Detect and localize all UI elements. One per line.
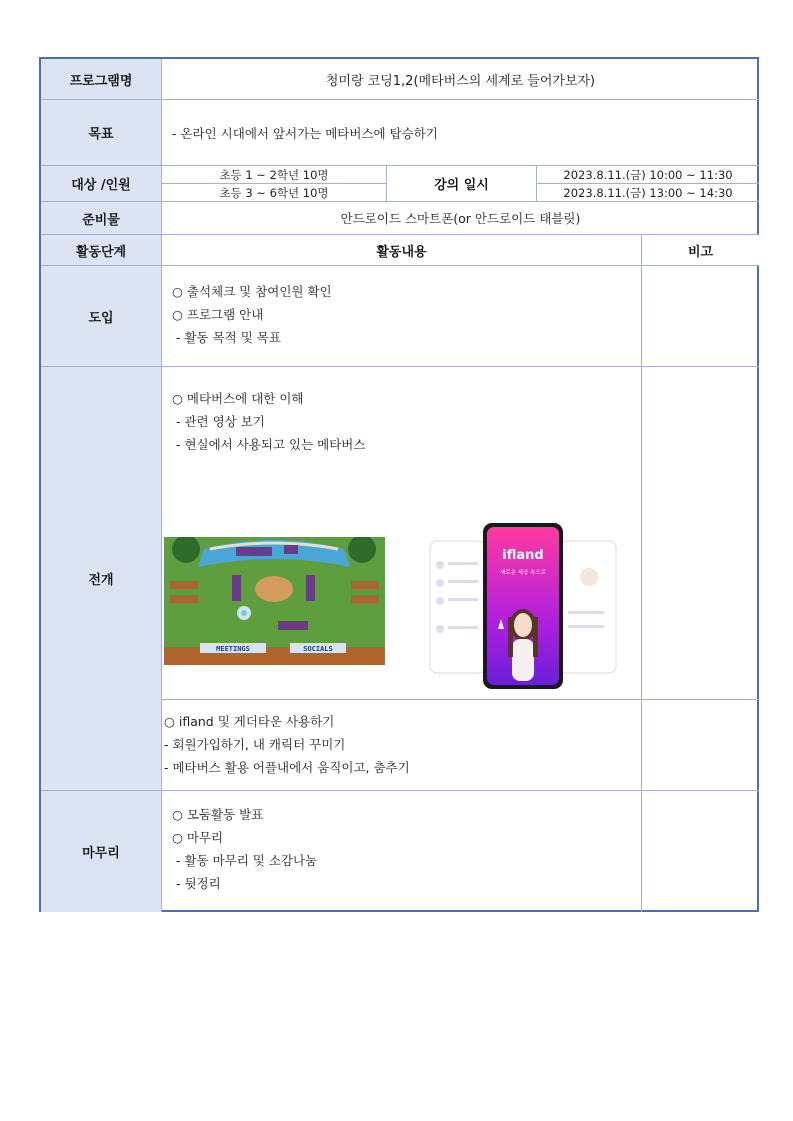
stage-column-header: 활동단계 — [41, 235, 162, 266]
schedule-row-2: 2023.8.11.(금) 13:00 ~ 14:30 — [537, 184, 759, 202]
intro-content — [162, 266, 642, 367]
socials-sign: SOCIALS — [303, 645, 333, 653]
schedule-row-1: 2023.8.11.(금) 10:00 ~ 11:30 — [537, 166, 759, 184]
ifland-tagline: 새로운 세상 속으로 — [499, 570, 547, 576]
wrapup-line-3: - 활동 마무리 및 소감나눔 — [172, 853, 318, 868]
wrapup-line-1: ○ 모둠활동 발표 — [172, 807, 264, 822]
schedule-label: 강의 일시 — [387, 166, 537, 202]
meetings-sign: MEETINGS — [216, 645, 250, 653]
development-line-3: - 현실에서 사용되고 있는 메타버스 — [172, 437, 366, 452]
target-label: 대상 /인원 — [41, 166, 162, 202]
content-column-header: 활동내용 — [162, 235, 642, 266]
materials-value: 안드로이드 스마트폰(or 안드로이드 태블릿) — [162, 202, 759, 235]
development-line-2: - 관련 영상 보기 — [172, 414, 265, 429]
development-stage: 전개 — [41, 367, 162, 791]
wrapup-stage: 마무리 — [41, 791, 162, 912]
intro-line-2: ○ 프로그램 안내 — [172, 307, 264, 322]
development-content-bottom — [162, 700, 642, 791]
materials-label: 준비물 — [41, 202, 162, 235]
development-note-bottom — [642, 700, 759, 791]
development-content-top — [162, 367, 642, 700]
wrapup-content — [162, 791, 642, 912]
ifland-app-image — [428, 521, 618, 691]
development-line-6: - 메타버스 활용 어플내에서 움직이고, 춤추기 — [164, 760, 410, 775]
wrapup-line-2: ○ 마무리 — [172, 830, 224, 845]
wrapup-line-4: - 뒷정리 — [172, 876, 221, 891]
development-line-1: ○ 메타버스에 대한 이해 — [172, 391, 304, 406]
gather-town-map-image — [164, 537, 385, 665]
development-note-top — [642, 367, 759, 700]
goal-label: 목표 — [41, 100, 162, 166]
development-line-5: - 회원가입하기, 내 캐릭터 꾸미기 — [164, 737, 346, 752]
development-line-4: ○ ifland 및 게더타운 사용하기 — [164, 714, 335, 729]
ifland-logo-text: ifland — [502, 548, 544, 563]
intro-line-1: ○ 출석체크 및 참여인원 확인 — [172, 284, 332, 299]
target-row-2: 초등 3 ~ 6학년 10명 — [162, 184, 387, 202]
goal-value: - 온라인 시대에서 앞서가는 메타버스에 탑승하기 — [162, 100, 759, 166]
program-name-label: 프로그램명 — [41, 59, 162, 100]
note-column-header: 비고 — [642, 235, 759, 266]
wrapup-note — [642, 791, 759, 912]
target-row-1: 초등 1 ~ 2학년 10명 — [162, 166, 387, 184]
intro-stage: 도입 — [41, 266, 162, 367]
program-plan-table — [39, 57, 759, 912]
intro-line-3: - 활동 목적 및 목표 — [172, 330, 281, 345]
intro-note — [642, 266, 759, 367]
program-name-value: 청미랑 코딩1,2(메타버스의 세계로 들어가보자) — [162, 59, 759, 100]
